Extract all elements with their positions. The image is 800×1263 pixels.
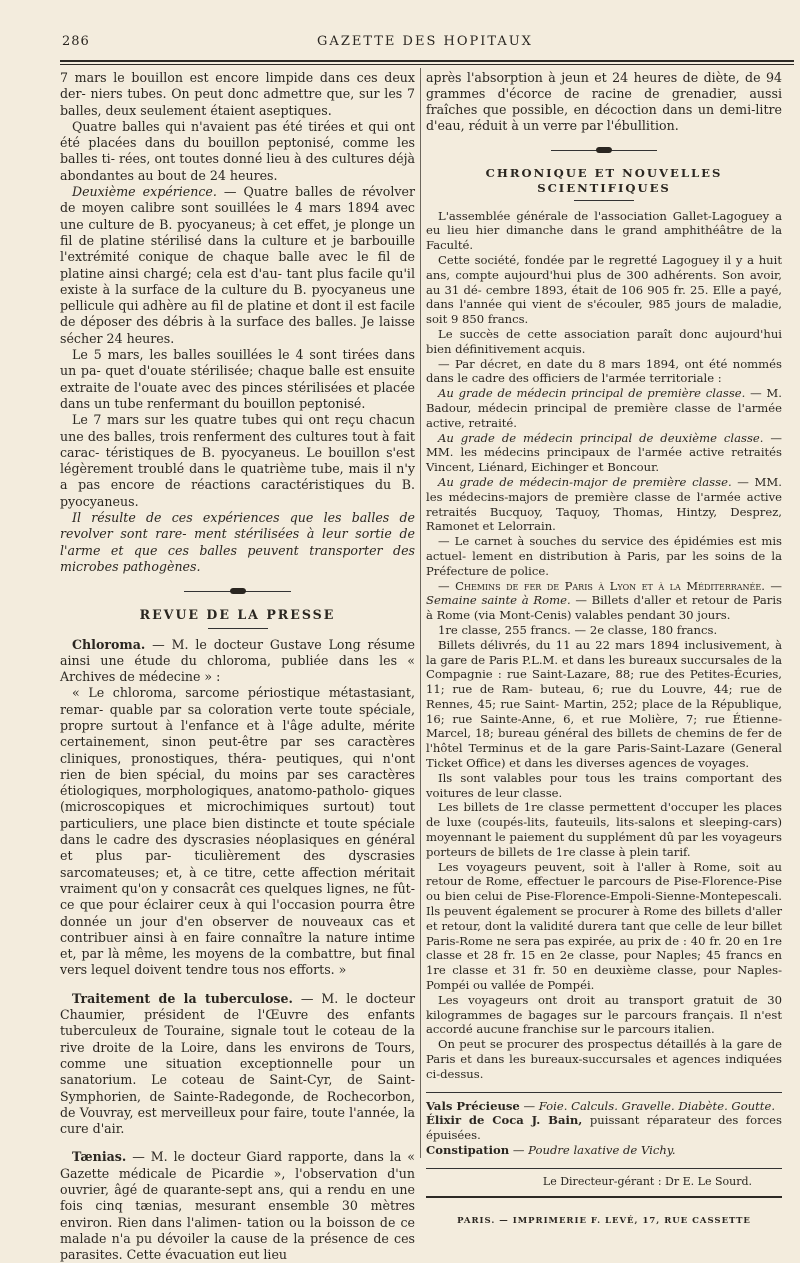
railway-text: — Billets d'aller et retour de Paris à Rome (via Mont-Cenis) valables pendant 30 jours. <box>426 593 782 623</box>
paragraph: Cette société, fondée par le regretté Lagoguey il y a huit ans, compte aujourd'hui plus de 300 adhérents. Son avoir, au 31 dé- cembre 1893, était de 106 905 fr. 25. Elle a payé, dans l'année qui vient de s'écouler, 985 jours de maladie, soit 9 850 francs. <box>426 252 782 327</box>
promotion-grade: Au grade de médecin principal de première classe. <box>438 386 746 401</box>
conclusion: Il résulte de ces expériences que les balles de revolver sont rare- ment stérilisées à leur sortie de l'arme et que ces balles peuvent transporter des microbes pathogènes. <box>60 510 415 574</box>
column-divider <box>420 68 421 1158</box>
paragraph: Le 5 mars, les balles souillées le 4 sont tirées dans un pa- quet d'ouate stérilisée; chaque balle est ensuite extraite de l'ouate avec des pinces stérilisées et placée dans un tube renfermant du bouillon peptonisé. <box>60 347 415 411</box>
chloroma-quote: « Le chloroma, sarcome périostique métastasiant, remar- quable par sa coloration verte toute spéciale, propre surtout à l'enfance et à l'âge adulte, mérite certainement, sinon peut-être par ses caractères cliniques, pronostiques, théra- peutiques, qui n'ont rien de bien spécial, du moins par ses caractères étiologiques, morphologiques, anatomo-patholo- giques (microscopiques et microchimiques surtout) tout particuliers, une place bien distincte et toute spéciale dans le cadre des dyscrasies néoplasiques en général et plus par- ticulièrement des dyscrasies sarcomateuses; et, à ce titre, cette affection méritait vraiment qu'on y consacrât ces quelques lignes, ne fût-ce que pour éclairer ceux à qui l'occasion pourra être donnée un jour d'en observer de nouveaux cas et contribuer ainsi à en faire connaître la nature intime et, par là même, les moyens de la combattre, but final vers lequel doivent tendre tous nos efforts. » <box>60 685 415 978</box>
promotion-text: — M. Badour, médecin principal de première classe de l'armée active, retraité. <box>426 386 782 430</box>
section-title: CHRONIQUE ET NOUVELLES SCIENTIFIQUES <box>485 166 723 195</box>
ad-text: — Foie. Calculs. Gravelle. Diabète. Goutte. <box>519 1098 776 1113</box>
chloroma-intro: — M. le docteur Gustave Long résume ainsi une étude du chloroma, publiée dans les « Archives de médecine » : <box>60 636 415 685</box>
promotion-text: — MM. les médecins-majors de première classe de l'armée active retraités Bucquoy, Taquoy, Thomas, Hintzy, Desprez, Ramonet et Lelorrain. <box>426 474 782 534</box>
railway-prices: 1re classe, 255 francs. — 2e classe, 180 francs. <box>438 622 718 637</box>
footer-rule-thick <box>426 1196 782 1212</box>
promotion-paragraph <box>426 386 782 430</box>
ornament-divider <box>60 585 415 599</box>
advertisement <box>426 1143 782 1158</box>
ad-text: puissant réparateur des forces épuisées. <box>426 1113 782 1143</box>
paragraph: 7 mars le bouillon est encore limpide dans ces deux der- niers tubes. On peut donc admettre que, sur les 7 balles, deux seulement étaient aseptiques. <box>60 70 415 118</box>
railway-company: Chemins de fer de Paris à Lyon et à la Méditerranée. <box>455 578 765 593</box>
railway-heading-paragraph <box>426 579 782 623</box>
printer-line: PARIS. — IMPRIMERIE F. LEVÉ, 17, RUE CASSETTE <box>457 1215 751 1226</box>
promotion-text: — MM. les médecins principaux de l'armée active retraités Vincent, Liénard, Eichinger et Boncour. <box>426 430 782 475</box>
railway-offer: Semaine sainte à Rome. <box>426 593 571 608</box>
ornament-divider <box>426 144 782 158</box>
experiment-heading: Deuxième expérience. <box>72 184 217 200</box>
taenias-paragraph <box>60 1149 415 1263</box>
right-column <box>426 70 782 1228</box>
section-title: REVUE DE LA PRESSE <box>139 607 336 623</box>
paragraph: L'assemblée générale de l'association Gallet-Lagoguey a eu lieu hier dimanche dans le grand amphithéâtre de la Faculté. <box>426 208 782 253</box>
tuberculose-paragraph <box>60 991 415 1138</box>
continuation-paragraph: après l'absorption à jeun et 24 heures de diète, de 94 grammes d'écorce de racine de grenadier, aussi fraîches que possible, en décoction dans un demi-litre d'eau, réduit à un verre par l'ébullition. <box>426 70 782 133</box>
paragraph: Les voyageurs ont droit au transport gratuit de 30 kilogrammes de bagages sur le parcours français. Il n'est accordé aucune franchise sur le parcours italien. <box>426 992 782 1037</box>
header-rule <box>60 60 794 62</box>
ads-rule <box>426 1092 782 1093</box>
paragraph: — Le carnet à souches du service des épidémies est mis actuel- lement en distribution à Paris, par les soins de la Préfecture de police. <box>426 534 782 578</box>
ad-name: Constipation <box>426 1143 510 1157</box>
dash: — <box>770 578 783 593</box>
promotion-paragraph <box>426 475 782 534</box>
paragraph: Les billets de 1re classe permettent d'occuper les places de luxe (coupés-lits, fauteuils, lits-salons et sleeping-cars) moyennant le paiement du supplément dû par les voyageurs porteurs de billets de 1re classe à plein tarif. <box>426 800 782 859</box>
paragraph: Le 7 mars sur les quatre tubes qui ont reçu chacun une des balles, trois renferment des cultures tout à fait carac- téristiques de B. pyocyaneus. Le bouillon s'est légèrement troublé dans le quatrième tube, mais il n'y a pas encore de réactions caractéristiques du B. pyocyaneus. <box>60 412 415 509</box>
ad-name: Élixir de Coca J. Bain, <box>426 1113 583 1128</box>
advertisement <box>426 1099 782 1114</box>
tuberculose-text: — M. le docteur Chaumier, président de l'Œuvre des enfants tuberculeux de Touraine, signale tout le coteau de la rive droite de la Loire, dans les environs de Tours, comme une situation exceptionnelle pour un sanatorium. Le coteau de Saint-Cyr, de Saint- Symphorien, de Sainte-Radegonde, de Rochecorbon, de Vouvray, est merveilleux pour faire, toute l'année, la cure d'air. <box>60 990 416 1137</box>
experiment-paragraph <box>60 184 415 347</box>
paragraph: — Par décret, en date du 8 mars 1894, ont été nommés dans le cadre des officiers de l'armée territoriale : <box>426 356 782 386</box>
taenias-heading: Tænias. <box>72 1149 127 1165</box>
left-column <box>60 70 415 1263</box>
taenias-text: — M. le docteur Giard rapporte, dans la « Gazette médicale de Picardie », l'observation d'un ouvrier, âgé de quarante-sept ans, qui a rendu en une fois cinq tænias, mesurant ensemble 30 mètres environ. Rien dans l'alimen- tation ou la boisson de ce malade n'a pu dévoiler la cause de la présence de ces parasites. Cette évacuation eut lieu <box>60 1149 415 1263</box>
paragraph: Billets délivrés, du 11 au 22 mars 1894 inclusivement, à la gare de Paris P.L.M. et dans les bureaux succursales de la Compagnie : rue Saint-Lazare, 88; rue des Petites-Écuries, 11; rue de Ram- buteau, 6; rue du Louvre, 44; rue de Rennes, 45; rue Saint- Martin, 252; place de la République, 16; rue Sainte-Anne, 6, et rue Molière, 7; rue Étienne-Marcel, 18; bureau général des billets de chemins de fer de l'hôtel Terminus et de la gare Paris-Saint-Lazare (General Ticket Office) et dans les diverses agences de voyages. <box>426 637 782 771</box>
section-rule <box>208 628 268 629</box>
paragraph: Quatre balles qui n'avaient pas été tirées et qui ont été placées dans du bouillon peptonisé, comme les balles ti- rées, ont toutes donné lieu à des cultures déjà abondantes au bout de 24 heures. <box>60 118 415 183</box>
promotion-grade: Au grade de médecin-major de première classe. <box>438 474 732 489</box>
tuberculose-heading: Traitement de la tuberculose. <box>72 990 293 1006</box>
section-rule <box>574 200 634 201</box>
ad-text: — Poudre laxative de Vichy. <box>509 1143 676 1157</box>
promotion-grade: Au grade de médecin principal de deuxième classe. <box>438 430 764 445</box>
promotion-paragraph <box>426 431 782 475</box>
chloroma-paragraph <box>60 637 415 686</box>
dash: — <box>438 578 456 593</box>
paragraph: Le succès de cette association paraît donc aujourd'hui bien définitivement acquis. <box>426 326 782 356</box>
signature: Le Directeur-gérant : Dr E. Le Sourd. <box>542 1174 752 1188</box>
paragraph: On peut se procurer des prospectus détaillés à la gare de Paris et dans les bureaux-succursales et agences indiquées ci-dessus. <box>426 1037 782 1081</box>
ad-name: Vals Précieuse <box>426 1098 520 1113</box>
page-header <box>60 30 790 52</box>
header-rule-thin <box>60 64 794 65</box>
paragraph: Ils sont valables pour tous les trains comportant des voitures de leur classe. <box>426 770 782 800</box>
chloroma-heading: Chloroma. <box>72 636 146 652</box>
paragraph: Les voyageurs peuvent, soit à l'aller à Rome, soit au retour de Rome, effectuer le parcours de Pise-Florence-Pise ou bien celui de Pise-Florence-Empoli-Sienne-Montepescali. Ils peuvent également se procurer à Rome des billets d'aller et retour, dont la validité durera tant que celle de leur billet Paris-Rome ne sera pas expirée, au prix de : 40 fr. 20 en 1re classe et 28 fr. 15 en 2e classe, pour Naples; 45 francs en 1re classe et 31 fr. 50 en deuxième classe, pour Naples-Pompéi ou vallée de Pompéi. <box>426 859 782 993</box>
journal-title: GAZETTE DES HOPITAUX <box>317 34 533 49</box>
footer-rule <box>426 1168 782 1169</box>
page-number: 286 <box>62 34 90 49</box>
advertisement <box>426 1113 782 1143</box>
experiment-text: — Quatre balles de révolver de moyen calibre sont souillées le 4 mars 1894 avec une culture de B. pyocyaneus; à cet effet, je plonge un fil de platine stérilisé dans la culture et je barbouille l'extrémité conique de chaque balle avec le fil de platine ainsi chargé; cela est d'au- tant plus facile qu'il existe à la surface de la culture du B. pyocyaneus une pellicule qui adhère au fil de platine et dont il est facile de déposer des débris à la surface des balles. Je laisse sécher 24 heures. <box>60 184 415 346</box>
